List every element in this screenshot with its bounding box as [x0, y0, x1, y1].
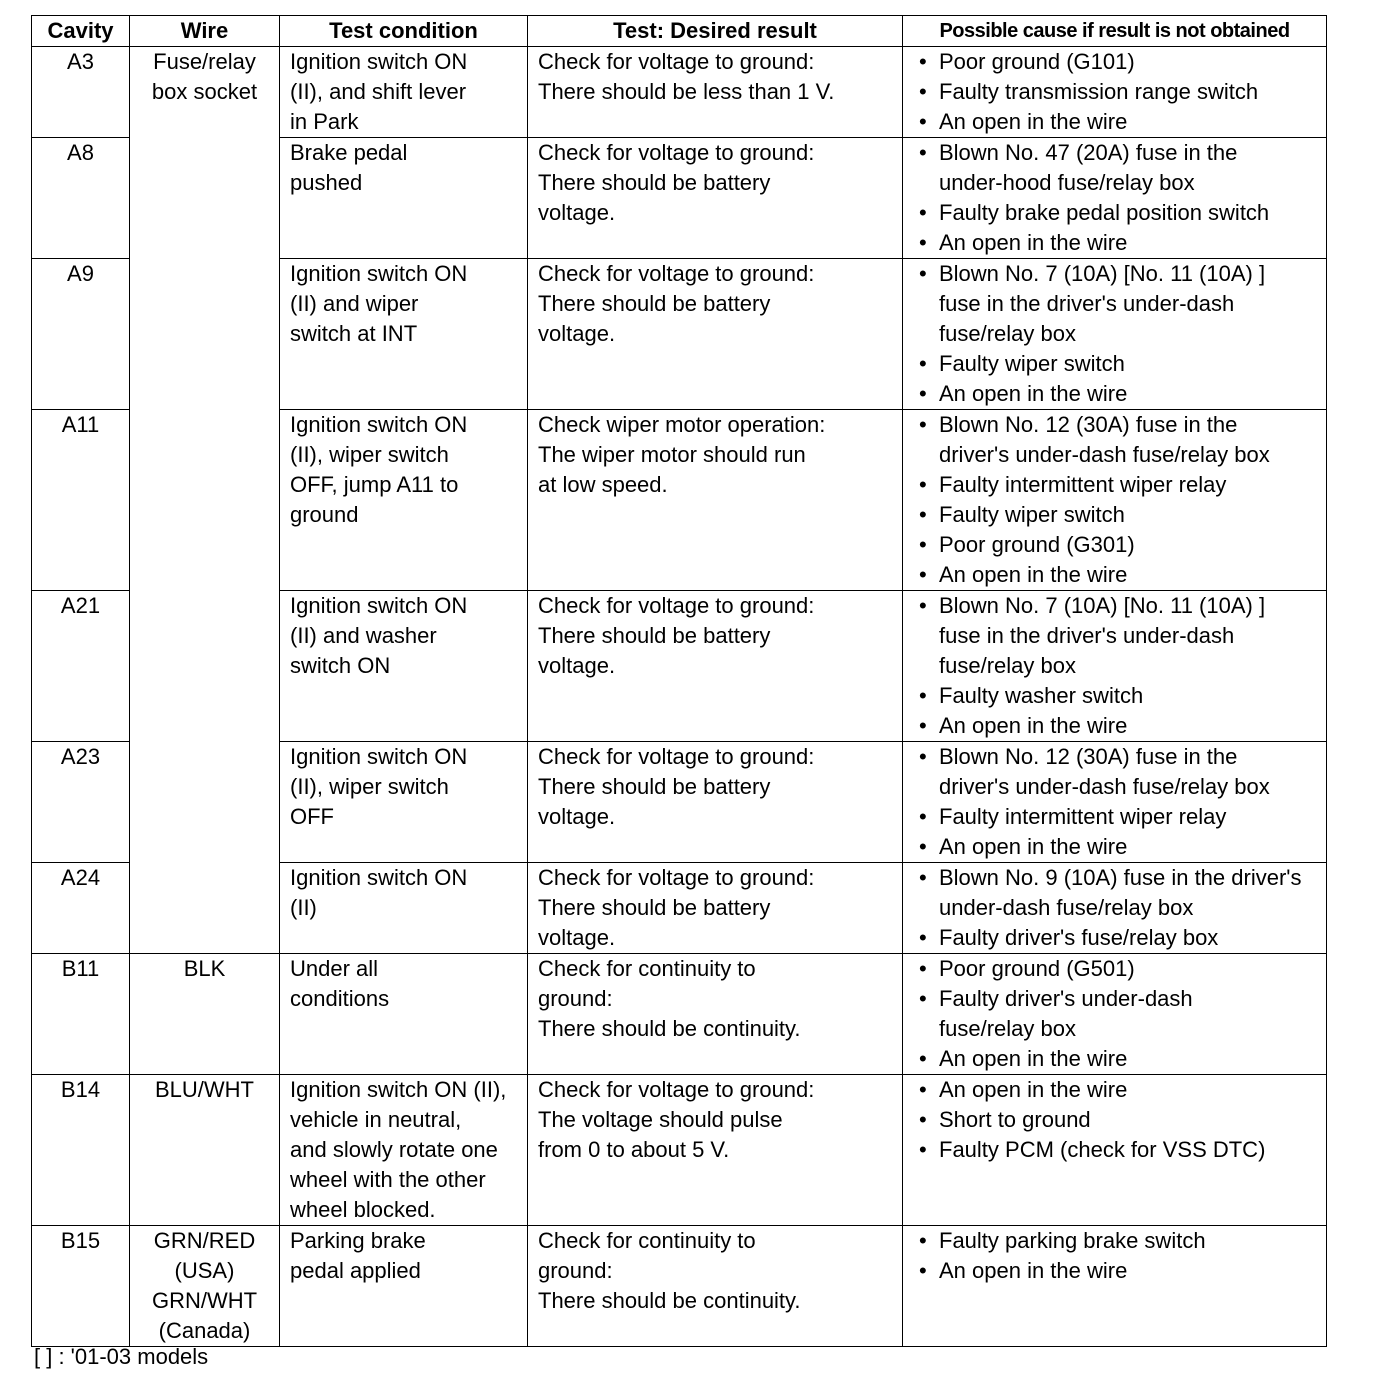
cause-item: • An open in the wire: [913, 832, 1320, 862]
wire-cell: Fuse/relay box socket: [130, 47, 280, 954]
possible-cause-cell: [903, 591, 1327, 742]
cause-item: • An open in the wire: [913, 379, 1320, 409]
cause-list: [913, 954, 1320, 1074]
cause-item: • Blown No. 12 (30A) fuse in the driver's under-dash fuse/relay box: [913, 410, 1320, 470]
cause-item: • Faulty intermittent wiper relay: [913, 802, 1320, 832]
table-row: [32, 954, 1327, 1075]
cause-item: • Blown No. 7 (10A) [No. 11 (10A) ] fuse in the driver's under-dash fuse/relay box: [913, 259, 1320, 349]
cause-item: • Faulty washer switch: [913, 681, 1320, 711]
cavity-cell: B11: [32, 954, 130, 1075]
desired-result-cell: Check for voltage to ground: The voltage should pulse from 0 to about 5 V.: [528, 1075, 903, 1226]
desired-result-cell: Check for voltage to ground: There should be less than 1 V.: [528, 47, 903, 138]
table-row: [32, 47, 1327, 138]
test-condition-cell: Parking brake pedal applied: [280, 1226, 528, 1347]
desired-result-cell: Check for voltage to ground: There should be battery voltage.: [528, 591, 903, 742]
cause-item: • An open in the wire: [913, 1256, 1320, 1286]
header-wire: Wire: [130, 16, 280, 47]
wire-cell: GRN/RED (USA) GRN/WHT (Canada): [130, 1226, 280, 1347]
cause-item: • Faulty driver's fuse/relay box: [913, 923, 1320, 953]
cause-item: • Blown No. 12 (30A) fuse in the driver's under-dash fuse/relay box: [913, 742, 1320, 802]
test-condition-cell: Ignition switch ON (II) and wiper switch at INT: [280, 259, 528, 410]
desired-result-cell: Check for voltage to ground: There should be battery voltage.: [528, 259, 903, 410]
cause-item: • An open in the wire: [913, 228, 1320, 258]
test-condition-cell: Ignition switch ON (II), wiper switch OFF: [280, 742, 528, 863]
cause-list: [913, 1075, 1320, 1165]
cause-item: • Short to ground: [913, 1105, 1320, 1135]
cause-item: • Faulty driver's under-dash fuse/relay box: [913, 984, 1320, 1044]
table-row: [32, 1226, 1327, 1347]
footnote: [ ] : '01-03 models: [34, 1344, 209, 1369]
possible-cause-cell: [903, 863, 1327, 954]
cavity-cell: A9: [32, 259, 130, 410]
header-row: [32, 16, 1327, 47]
test-condition-cell: Ignition switch ON (II), and shift lever in Park: [280, 47, 528, 138]
test-condition-cell: Ignition switch ON (II): [280, 863, 528, 954]
cause-item: • Faulty PCM (check for VSS DTC): [913, 1135, 1320, 1165]
cause-list: [913, 863, 1320, 953]
cause-item: • Faulty wiper switch: [913, 349, 1320, 379]
possible-cause-cell: [903, 47, 1327, 138]
desired-result-cell: Check for voltage to ground: There should be battery voltage.: [528, 863, 903, 954]
table-row: [32, 1075, 1327, 1226]
cause-item: • Blown No. 9 (10A) fuse in the driver's under-dash fuse/relay box: [913, 863, 1320, 923]
cavity-cell: B14: [32, 1075, 130, 1226]
test-condition-cell: Ignition switch ON (II) and washer switch ON: [280, 591, 528, 742]
cause-item: • An open in the wire: [913, 107, 1320, 137]
cause-item: • Faulty transmission range switch: [913, 77, 1320, 107]
cause-list: [913, 259, 1320, 409]
cause-item: • Blown No. 7 (10A) [No. 11 (10A) ] fuse in the driver's under-dash fuse/relay box: [913, 591, 1320, 681]
wire-cell: BLU/WHT: [130, 1075, 280, 1226]
cause-item: • Faulty parking brake switch: [913, 1226, 1320, 1256]
header-possible-cause: Possible cause if result is not obtained: [903, 16, 1327, 47]
cavity-cell: A24: [32, 863, 130, 954]
cavity-cell: A8: [32, 138, 130, 259]
cavity-cell: A11: [32, 410, 130, 591]
cause-item: • Faulty brake pedal position switch: [913, 198, 1320, 228]
desired-result-cell: Check wiper motor operation: The wiper motor should run at low speed.: [528, 410, 903, 591]
cause-list: [913, 742, 1320, 862]
diagnostic-table: [31, 15, 1327, 1347]
cause-item: • An open in the wire: [913, 1044, 1320, 1074]
possible-cause-cell: [903, 742, 1327, 863]
test-condition-cell: Ignition switch ON (II), wiper switch OFF, jump A11 to ground: [280, 410, 528, 591]
cause-item: • Faulty wiper switch: [913, 500, 1320, 530]
desired-result-cell: Check for voltage to ground: There should be battery voltage.: [528, 138, 903, 259]
cause-item: • An open in the wire: [913, 1075, 1320, 1105]
cause-item: • Poor ground (G301): [913, 530, 1320, 560]
cause-list: [913, 1226, 1320, 1286]
desired-result-cell: Check for continuity to ground: There should be continuity.: [528, 1226, 903, 1347]
header-cavity: Cavity: [32, 16, 130, 47]
possible-cause-cell: [903, 1226, 1327, 1347]
cavity-cell: A3: [32, 47, 130, 138]
cause-list: [913, 591, 1320, 741]
possible-cause-cell: [903, 138, 1327, 259]
test-condition-cell: Ignition switch ON (II), vehicle in neutral, and slowly rotate one wheel with the other wheel blocked.: [280, 1075, 528, 1226]
possible-cause-cell: [903, 1075, 1327, 1226]
possible-cause-cell: [903, 259, 1327, 410]
test-condition-cell: Brake pedal pushed: [280, 138, 528, 259]
cause-item: • An open in the wire: [913, 560, 1320, 590]
possible-cause-cell: [903, 410, 1327, 591]
cause-list: [913, 47, 1320, 137]
cavity-cell: B15: [32, 1226, 130, 1347]
cause-item: • Blown No. 47 (20A) fuse in the under-hood fuse/relay box: [913, 138, 1320, 198]
cause-list: [913, 138, 1320, 258]
cause-item: • An open in the wire: [913, 711, 1320, 741]
desired-result-cell: Check for voltage to ground: There should be battery voltage.: [528, 742, 903, 863]
header-test-condition: Test condition: [280, 16, 528, 47]
cause-item: • Poor ground (G101): [913, 47, 1320, 77]
possible-cause-cell: [903, 954, 1327, 1075]
cause-item: • Poor ground (G501): [913, 954, 1320, 984]
desired-result-cell: Check for continuity to ground: There should be continuity.: [528, 954, 903, 1075]
cause-item: • Faulty intermittent wiper relay: [913, 470, 1320, 500]
cavity-cell: A21: [32, 591, 130, 742]
wire-cell: BLK: [130, 954, 280, 1075]
cavity-cell: A23: [32, 742, 130, 863]
cause-list: [913, 410, 1320, 590]
header-desired-result: Test: Desired result: [528, 16, 903, 47]
test-condition-cell: Under all conditions: [280, 954, 528, 1075]
